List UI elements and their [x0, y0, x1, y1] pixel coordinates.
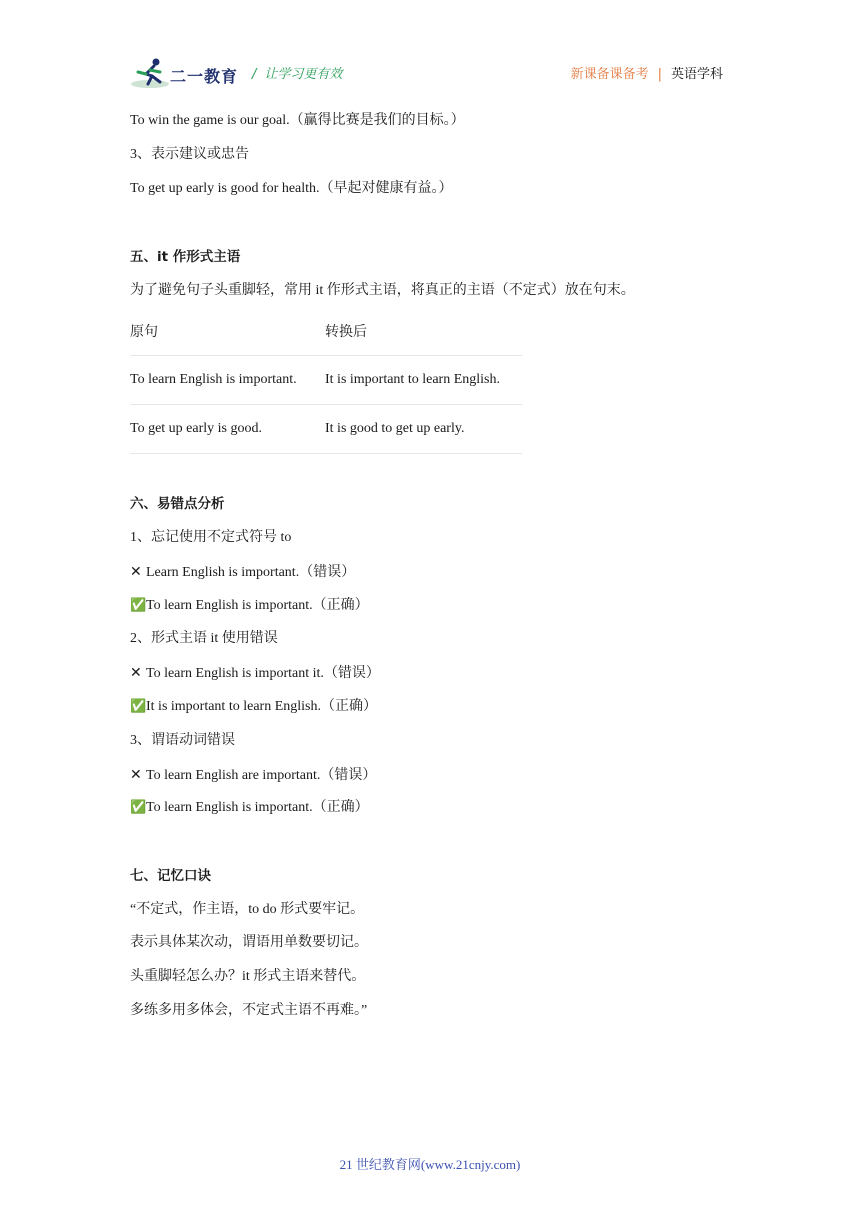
page-header: [130, 56, 723, 90]
wrong-example: Learn English is important.（错误）: [146, 565, 356, 580]
table-cell-original: To learn English is important.: [130, 372, 297, 387]
slogan-text: 让学习更有效: [264, 67, 343, 82]
table-header-row: [130, 307, 522, 356]
mnemonic-line-3: 头重脚轻怎么办？it 形式主语来替代。: [130, 969, 366, 984]
course-label: 新课备课备考: [570, 67, 649, 82]
header-separator: |: [657, 67, 662, 82]
logo: [130, 56, 240, 90]
correct-example: To learn English is important.（正确）: [146, 598, 369, 613]
column-header-original: 原句: [130, 325, 158, 340]
error-point-2-right: [130, 698, 377, 716]
table-row: [130, 405, 522, 454]
mnemonic-line-4: 多练多用多体会，不定式主语不再难。”: [130, 1003, 368, 1018]
section-heading-5: 五、it 作形式主语: [130, 249, 241, 265]
correct-check-icon: ✅: [130, 598, 147, 613]
runner-logo-icon: [130, 56, 170, 90]
mnemonic-line-1: “不定式，作主语，to do 形式要牢记。: [130, 902, 365, 917]
page-footer: 21 世纪教育网(www.21cnjy.com): [339, 1157, 521, 1172]
error-point-1-title: 1、忘记使用不定式符号 to: [130, 530, 292, 545]
table-row: [130, 356, 522, 405]
wrong-cross-icon: ✕: [130, 564, 142, 580]
mnemonic-line-2: 表示具体某次动，谓语用单数要切记。: [130, 935, 368, 950]
subject-label: 英语学科: [670, 67, 723, 82]
table-cell-converted: It is good to get up early.: [325, 421, 465, 436]
error-point-1-wrong: [130, 563, 355, 582]
section-heading-7: 七、记忆口诀: [130, 868, 211, 884]
header-course-info: [571, 63, 723, 82]
correct-example: To learn English is important.（正确）: [146, 800, 369, 815]
wrong-example: To learn English are important.（错误）: [146, 768, 377, 783]
section-heading-6: 六、易错点分析: [130, 496, 225, 512]
table-cell-original: To get up early is good.: [130, 421, 262, 436]
error-point-3-right: [130, 799, 369, 817]
conversion-table: [130, 307, 522, 454]
section-5-description: 为了避免句子头重脚轻，常用 it 作形式主语，将真正的主语（不定式）放在句末。: [130, 283, 635, 298]
error-point-3-wrong: [130, 766, 376, 785]
wrong-cross-icon: ✕: [130, 767, 142, 783]
correct-check-icon: ✅: [130, 800, 147, 815]
example-sentence-health: To get up early is good for health.（早起对健康有益。）: [130, 181, 453, 196]
correct-check-icon: ✅: [130, 699, 147, 714]
error-point-3-title: 3、谓语动词错误: [130, 733, 235, 748]
error-point-2-wrong: [130, 664, 380, 683]
usage-point-3: 3、表示建议或忠告: [130, 147, 249, 162]
wrong-example: To learn English is important it.（错误）: [146, 666, 380, 681]
example-sentence-goal: To win the game is our goal.（赢得比赛是我们的目标。）: [130, 113, 465, 128]
error-point-1-right: [130, 597, 369, 615]
error-point-2-title: 2、形式主语 it 使用错误: [130, 631, 278, 646]
column-header-converted: 转换后: [325, 325, 367, 340]
slogan: [252, 63, 342, 82]
logo-text: 二一教育: [170, 67, 239, 86]
correct-example: It is important to learn English.（正确）: [146, 699, 377, 714]
table-cell-converted: It is important to learn English.: [325, 372, 500, 387]
wrong-cross-icon: ✕: [130, 665, 142, 681]
slogan-slash: /: [252, 67, 257, 82]
